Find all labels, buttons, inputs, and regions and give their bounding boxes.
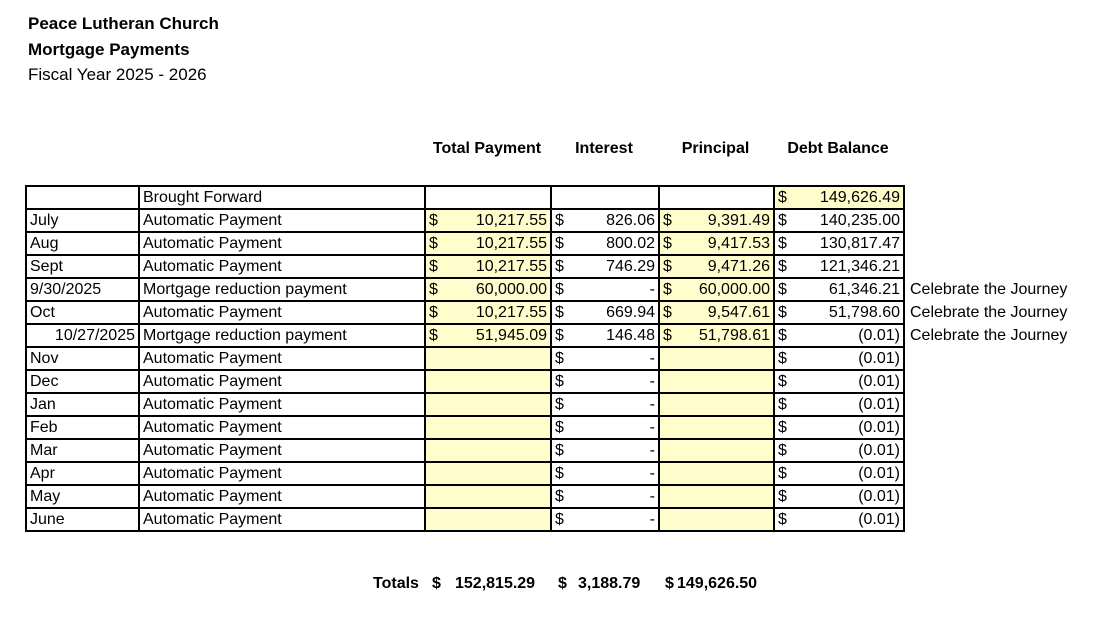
total-payment-cell [425, 278, 551, 301]
note-cell: Celebrate the Journey [910, 326, 1068, 344]
interest-cell-amount: - [649, 441, 655, 459]
principal-cell [659, 393, 774, 416]
debt-balance-cell [774, 508, 904, 531]
debt-balance-cell-amount: (0.01) [858, 464, 900, 482]
month-cell: Jan [26, 393, 139, 416]
debt-balance-cell-amount: (0.01) [858, 441, 900, 459]
month-cell: 9/30/2025 [26, 278, 139, 301]
interest-cell [551, 278, 659, 301]
debt-balance-cell [774, 301, 904, 324]
debt-balance-cell [774, 278, 904, 301]
currency-symbol: $ [555, 211, 564, 229]
debt-balance-cell-value [778, 188, 900, 208]
total-payment-cell-value [429, 303, 547, 323]
col-header-principal: Principal [681, 140, 750, 157]
interest-cell-value [555, 441, 655, 461]
month-cell: Mar [26, 439, 139, 462]
debt-balance-cell [774, 255, 904, 278]
note-cell [904, 232, 1074, 255]
interest-cell-amount: - [649, 418, 655, 436]
principal-cell [659, 508, 774, 531]
note-cell [904, 416, 1074, 439]
interest-cell [551, 255, 659, 278]
principal-cell [659, 416, 774, 439]
description-cell: Automatic Payment [139, 347, 425, 370]
principal-cell [659, 370, 774, 393]
table-row [26, 324, 1074, 347]
currency-symbol: $ [555, 349, 564, 367]
total-payment-cell-value [429, 211, 547, 231]
interest-cell-amount: - [649, 349, 655, 367]
interest-cell-value [555, 372, 655, 392]
interest-cell [551, 209, 659, 232]
currency-symbol: $ [778, 257, 787, 275]
currency-symbol: $ [555, 280, 564, 298]
total-payment-cell-amount: 51,945.09 [475, 326, 547, 344]
interest-cell-value [555, 303, 655, 323]
currency-symbol: $ [555, 303, 564, 321]
total-payment-cell [425, 508, 551, 531]
currency-symbol: $ [778, 349, 787, 367]
description-cell: Automatic Payment [139, 416, 425, 439]
table-row [26, 186, 1074, 209]
table-row [26, 416, 1074, 439]
currency-symbol: $ [778, 418, 787, 436]
interest-cell-value [555, 234, 655, 254]
principal-cell [659, 232, 774, 255]
currency-symbol: $ [778, 441, 787, 459]
total-payment-cell [425, 232, 551, 255]
total-payment-cell [425, 416, 551, 439]
currency-symbol: $ [663, 257, 672, 275]
description-cell: Brought Forward [139, 186, 425, 209]
debt-balance-cell [774, 439, 904, 462]
debt-balance-cell-value [778, 349, 900, 369]
total-payment-cell-amount: 10,217.55 [475, 303, 547, 321]
note-cell [904, 209, 1074, 232]
debt-balance-cell-amount: 61,346.21 [828, 280, 900, 298]
interest-cell-amount: - [649, 510, 655, 528]
interest-cell-value [555, 280, 655, 300]
debt-balance-cell [774, 209, 904, 232]
total-payment-cell [425, 347, 551, 370]
month-cell: Aug [26, 232, 139, 255]
interest-cell-amount: - [649, 464, 655, 482]
interest-cell [551, 485, 659, 508]
currency-symbol: $ [778, 326, 787, 344]
total-payment-cell [425, 209, 551, 232]
totals-label: Totals [373, 575, 419, 592]
description-cell: Automatic Payment [139, 209, 425, 232]
currency-symbol: $ [555, 257, 564, 275]
total-payment-cell-value [429, 280, 547, 300]
total-payment-cell [425, 485, 551, 508]
interest-cell-value [555, 487, 655, 507]
interest-cell-amount: - [649, 487, 655, 505]
debt-balance-cell [774, 232, 904, 255]
principal-cell-value [663, 211, 770, 231]
interest-cell-value [555, 510, 655, 530]
total-payment-cell [425, 301, 551, 324]
description-cell: Automatic Payment [139, 232, 425, 255]
total-payment-cell-value [429, 234, 547, 254]
interest-cell-value [555, 326, 655, 346]
debt-balance-cell-amount: (0.01) [858, 395, 900, 413]
currency-symbol: $ [429, 257, 438, 275]
description-cell: Automatic Payment [139, 508, 425, 531]
principal-cell-value [663, 234, 770, 254]
table-row [26, 393, 1074, 416]
debt-balance-cell [774, 186, 904, 209]
currency-symbol: $ [663, 326, 672, 344]
principal-cell-amount: 9,471.26 [707, 257, 770, 275]
currency-symbol: $ [778, 372, 787, 390]
debt-balance-cell-value [778, 395, 900, 415]
month-cell: Apr [26, 462, 139, 485]
interest-cell [551, 393, 659, 416]
fiscal-period: Fiscal Year 2025 - 2026 [28, 65, 207, 84]
table-row [26, 485, 1074, 508]
description-cell: Automatic Payment [139, 485, 425, 508]
total-payment-cell [425, 439, 551, 462]
currency-symbol: $ [429, 280, 438, 298]
principal-cell [659, 255, 774, 278]
currency-symbol: $ [555, 487, 564, 505]
table-row [26, 439, 1074, 462]
currency-symbol: $ [555, 326, 564, 344]
principal-cell-amount: 51,798.61 [698, 326, 770, 344]
debt-balance-cell-value [778, 510, 900, 530]
month-cell: June [26, 508, 139, 531]
currency-symbol: $ [429, 303, 438, 321]
totals-currency: $ [432, 575, 441, 592]
interest-cell-amount: 826.06 [606, 211, 655, 229]
table-row [26, 347, 1074, 370]
debt-balance-cell [774, 324, 904, 347]
principal-cell [659, 439, 774, 462]
debt-balance-cell-value [778, 326, 900, 346]
debt-balance-cell-value [778, 257, 900, 277]
table-row [26, 255, 1074, 278]
col-header-interest: Interest [575, 140, 633, 157]
currency-symbol: $ [778, 211, 787, 229]
month-cell: Sept [26, 255, 139, 278]
note-cell [904, 439, 1074, 462]
interest-cell [551, 186, 659, 209]
currency-symbol: $ [555, 510, 564, 528]
interest-cell-amount: 800.02 [606, 234, 655, 252]
table-row [26, 232, 1074, 255]
totals-currency: $ [558, 575, 567, 592]
debt-balance-cell-amount: 130,817.47 [819, 234, 900, 252]
table-row [26, 462, 1074, 485]
note-cell [904, 186, 1074, 209]
month-cell: Feb [26, 416, 139, 439]
debt-balance-cell [774, 462, 904, 485]
currency-symbol: $ [555, 234, 564, 252]
month-cell: 10/27/2025 [26, 324, 139, 347]
debt-balance-cell [774, 370, 904, 393]
interest-cell-amount: - [649, 280, 655, 298]
principal-cell [659, 301, 774, 324]
report-title: Mortgage Payments [28, 40, 190, 59]
currency-symbol: $ [663, 211, 672, 229]
currency-symbol: $ [778, 395, 787, 413]
interest-cell [551, 370, 659, 393]
debt-balance-cell [774, 485, 904, 508]
interest-cell [551, 439, 659, 462]
debt-balance-cell-value [778, 280, 900, 300]
interest-cell [551, 462, 659, 485]
note-cell [904, 393, 1074, 416]
debt-balance-cell [774, 393, 904, 416]
interest-cell-value [555, 418, 655, 438]
total-payment-cell-amount: 60,000.00 [475, 280, 547, 298]
interest-cell-value [555, 464, 655, 484]
debt-balance-cell-amount: 149,626.49 [819, 188, 900, 206]
debt-balance-cell-amount: (0.01) [858, 418, 900, 436]
debt-balance-cell-amount: (0.01) [858, 510, 900, 528]
principal-cell [659, 462, 774, 485]
month-cell [26, 186, 139, 209]
principal-cell-value [663, 280, 770, 300]
description-cell: Automatic Payment [139, 301, 425, 324]
principal-cell [659, 278, 774, 301]
description-cell: Mortgage reduction payment [139, 324, 425, 347]
interest-cell [551, 301, 659, 324]
description-cell: Automatic Payment [139, 255, 425, 278]
total-payment-cell [425, 462, 551, 485]
interest-cell-amount: - [649, 395, 655, 413]
debt-balance-cell [774, 416, 904, 439]
currency-symbol: $ [555, 464, 564, 482]
total-payment-cell [425, 393, 551, 416]
note-cell [904, 370, 1074, 393]
total-payment-cell [425, 324, 551, 347]
note-cell: Celebrate the Journey [910, 280, 1068, 298]
table-row [26, 209, 1074, 232]
currency-symbol: $ [778, 487, 787, 505]
totals-principal: 149,626.50 [677, 575, 758, 592]
debt-balance-cell-value [778, 418, 900, 438]
currency-symbol: $ [429, 211, 438, 229]
debt-balance-cell [774, 347, 904, 370]
totals-total-payment: 152,815.29 [455, 575, 536, 592]
total-payment-cell [425, 186, 551, 209]
interest-cell [551, 232, 659, 255]
currency-symbol: $ [663, 303, 672, 321]
principal-cell [659, 347, 774, 370]
currency-symbol: $ [555, 395, 564, 413]
currency-symbol: $ [555, 372, 564, 390]
debt-balance-cell-amount: 51,798.60 [828, 303, 900, 321]
debt-balance-cell-value [778, 372, 900, 392]
month-cell: May [26, 485, 139, 508]
interest-cell-amount: 669.94 [606, 303, 655, 321]
interest-cell-amount: - [649, 372, 655, 390]
description-cell: Mortgage reduction payment [139, 278, 425, 301]
totals-currency: $ [665, 575, 674, 592]
table-row [26, 278, 1074, 301]
principal-cell-value [663, 326, 770, 346]
table-row [26, 370, 1074, 393]
total-payment-cell-value [429, 326, 547, 346]
currency-symbol: $ [778, 280, 787, 298]
interest-cell [551, 508, 659, 531]
total-payment-cell-amount: 10,217.55 [475, 211, 547, 229]
currency-symbol: $ [778, 234, 787, 252]
total-payment-cell-amount: 10,217.55 [475, 234, 547, 252]
debt-balance-cell-amount: (0.01) [858, 372, 900, 390]
debt-balance-cell-value [778, 234, 900, 254]
month-cell: Oct [26, 301, 139, 324]
total-payment-cell [425, 370, 551, 393]
total-payment-cell-amount: 10,217.55 [475, 257, 547, 275]
total-payment-cell [425, 255, 551, 278]
debt-balance-cell-value [778, 303, 900, 323]
debt-balance-cell-value [778, 211, 900, 231]
note-cell [904, 508, 1074, 531]
currency-symbol: $ [778, 188, 787, 206]
note-cell [904, 255, 1074, 278]
debt-balance-cell-value [778, 464, 900, 484]
currency-symbol: $ [429, 326, 438, 344]
note-cell: Celebrate the Journey [910, 303, 1068, 321]
principal-cell-amount: 9,547.61 [707, 303, 770, 321]
principal-cell [659, 186, 774, 209]
col-header-debt-balance: Debt Balance [787, 140, 889, 157]
interest-cell [551, 324, 659, 347]
description-cell: Automatic Payment [139, 370, 425, 393]
note-cell [904, 485, 1074, 508]
mortgage-payments-table [25, 185, 1075, 532]
interest-cell-amount: 146.48 [606, 326, 655, 344]
principal-cell [659, 485, 774, 508]
principal-cell-amount: 9,417.53 [707, 234, 770, 252]
currency-symbol: $ [663, 280, 672, 298]
currency-symbol: $ [555, 418, 564, 436]
currency-symbol: $ [555, 441, 564, 459]
principal-cell [659, 324, 774, 347]
debt-balance-cell-amount: 121,346.21 [819, 257, 900, 275]
interest-cell-value [555, 395, 655, 415]
totals-interest: 3,188.79 [578, 575, 641, 592]
debt-balance-cell-value [778, 441, 900, 461]
currency-symbol: $ [429, 234, 438, 252]
description-cell: Automatic Payment [139, 439, 425, 462]
interest-cell-value [555, 211, 655, 231]
month-cell: Nov [26, 347, 139, 370]
interest-cell [551, 416, 659, 439]
debt-balance-cell-amount: (0.01) [858, 349, 900, 367]
table-row [26, 508, 1074, 531]
currency-symbol: $ [778, 303, 787, 321]
note-cell [904, 462, 1074, 485]
description-cell: Automatic Payment [139, 393, 425, 416]
principal-cell [659, 209, 774, 232]
interest-cell-value [555, 349, 655, 369]
interest-cell [551, 347, 659, 370]
debt-balance-cell-amount: 140,235.00 [819, 211, 900, 229]
table-row [26, 301, 1074, 324]
total-payment-cell-value [429, 257, 547, 277]
currency-symbol: $ [778, 464, 787, 482]
principal-cell-amount: 9,391.49 [707, 211, 770, 229]
principal-cell-value [663, 257, 770, 277]
description-cell: Automatic Payment [139, 462, 425, 485]
month-cell: July [26, 209, 139, 232]
col-header-total-payment: Total Payment [432, 140, 542, 157]
month-cell: Dec [26, 370, 139, 393]
currency-symbol: $ [778, 510, 787, 528]
org-name: Peace Lutheran Church [28, 14, 219, 33]
currency-symbol: $ [663, 234, 672, 252]
interest-cell-amount: 746.29 [606, 257, 655, 275]
interest-cell-value [555, 257, 655, 277]
debt-balance-cell-amount: (0.01) [858, 487, 900, 505]
debt-balance-cell-amount: (0.01) [858, 326, 900, 344]
principal-cell-amount: 60,000.00 [698, 280, 770, 298]
debt-balance-cell-value [778, 487, 900, 507]
principal-cell-value [663, 303, 770, 323]
note-cell [904, 347, 1074, 370]
